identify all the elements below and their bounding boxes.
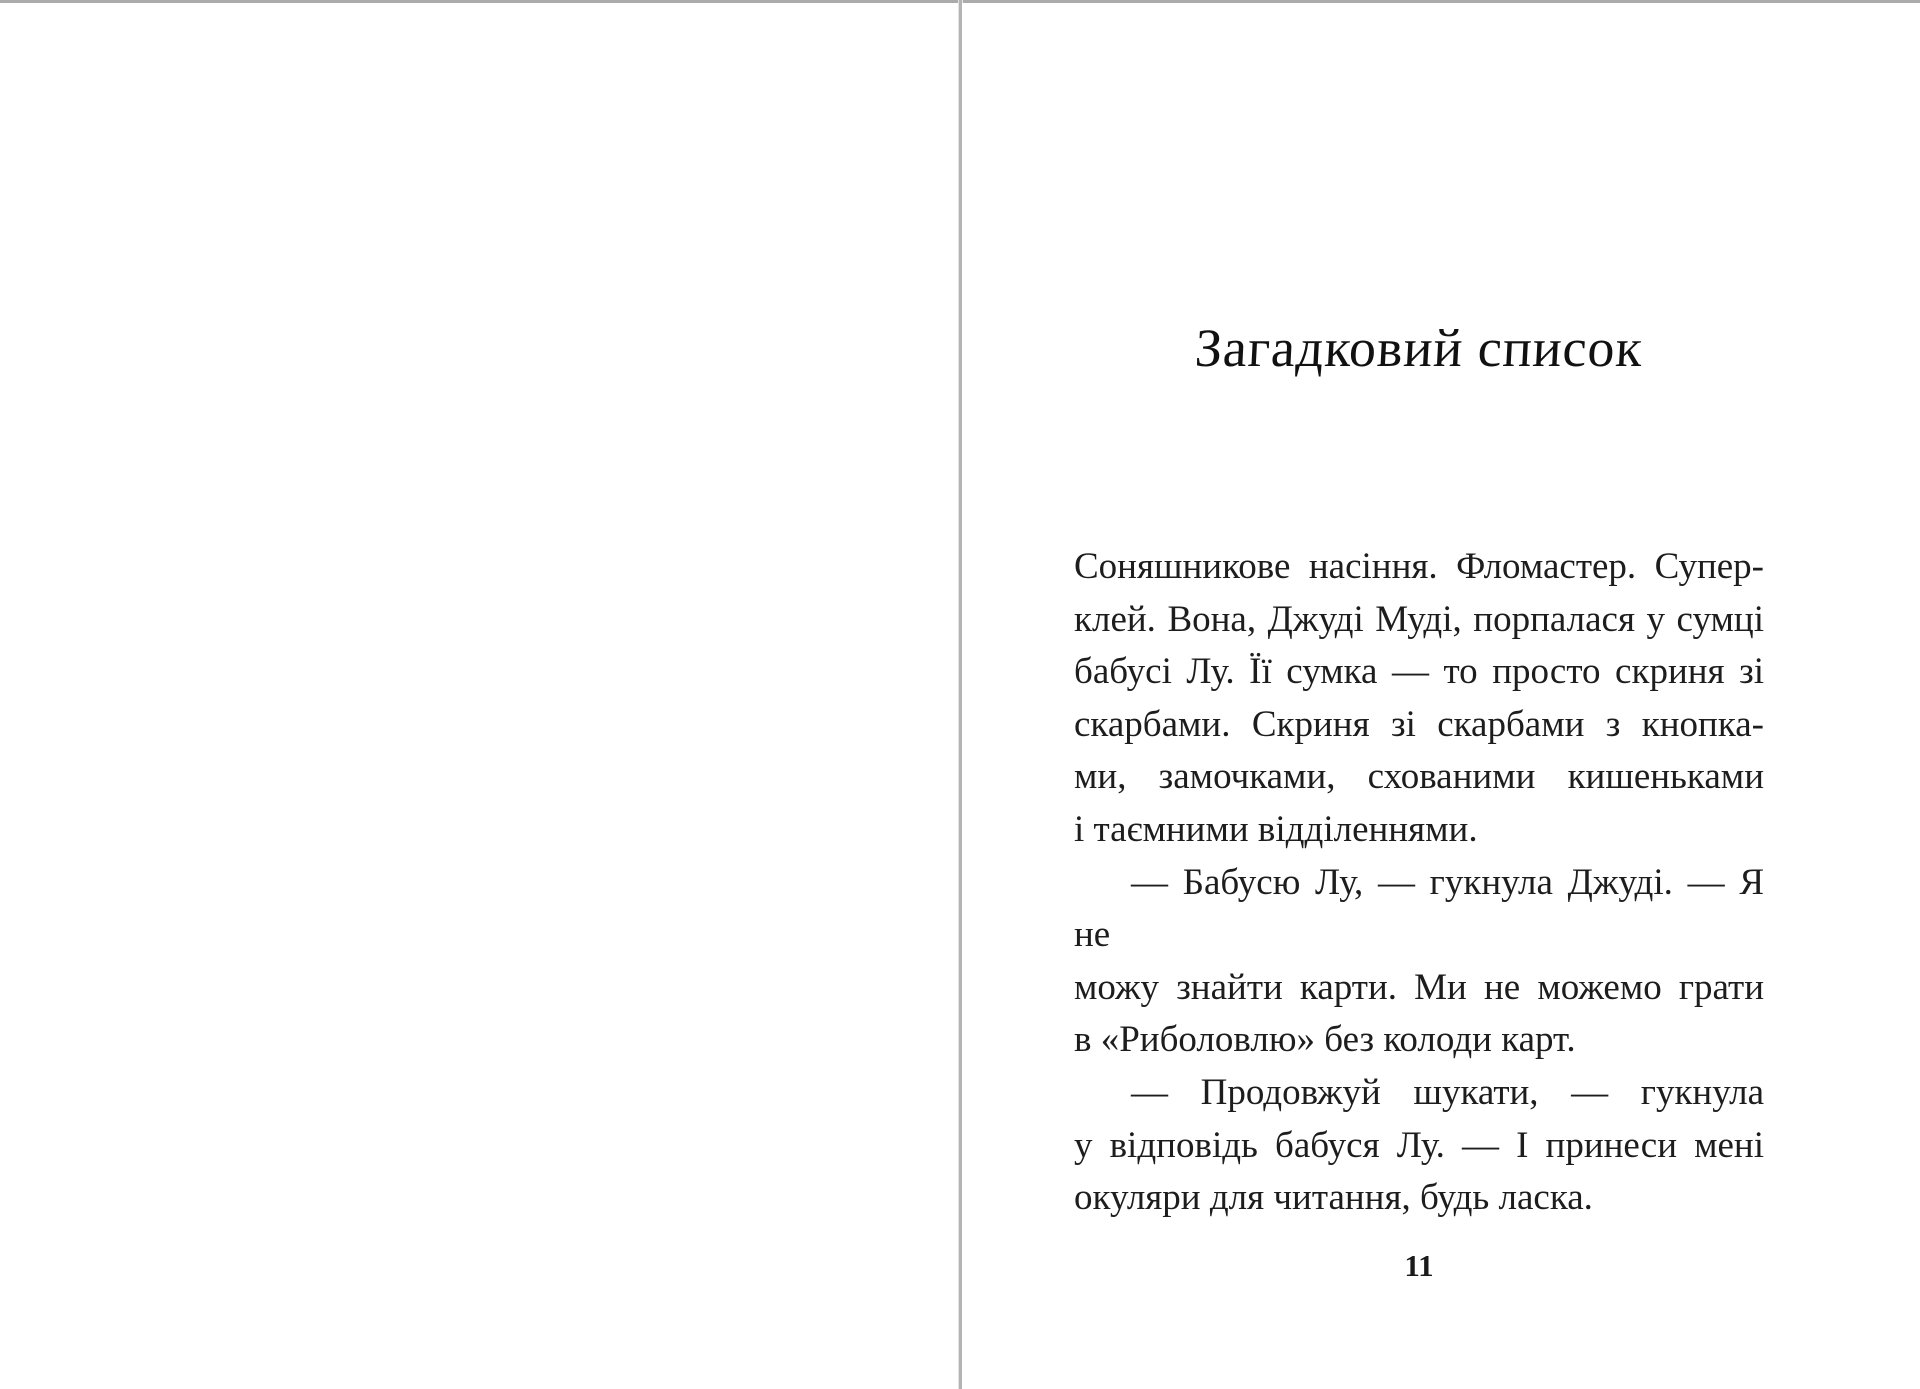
body-text-line: і таємними відділеннями. xyxy=(1074,808,1478,850)
body-text-line: — Бабусю Лу, — гукнула Джуді. — Я не xyxy=(1074,861,1764,956)
body-text-line: в «Риболовлю» без колоди карт. xyxy=(1074,1019,1576,1061)
body-text-line: ми, замочками, схованими кишеньками xyxy=(1074,756,1764,798)
body-text-line: клей. Вона, Джуді Муді, порпалася у сумці xyxy=(1074,598,1764,640)
left-page-blank xyxy=(0,3,959,1389)
right-page-text-column xyxy=(1074,0,1764,1389)
page-number: 11 xyxy=(1404,1248,1434,1283)
body-text-line: Соняшникове насіння. Фломастер. Супер- xyxy=(1074,546,1764,587)
body-text-line: скарбами. Скриня зі скарбами з кнопка- xyxy=(1074,703,1764,745)
chapter-title: Загадковий список xyxy=(1193,318,1645,378)
body-text-line: — Продовжуй шукати, — гукнула xyxy=(1131,1071,1764,1113)
body-text-line: бабусі Лу. Її сумка — то просто скриня зі xyxy=(1074,651,1764,693)
body-text-line: можу знайти карти. Ми не можемо грати xyxy=(1074,966,1764,1008)
body-text-line: окуляри для читання, будь ласка. xyxy=(1074,1177,1593,1219)
body-text-line: у відповідь бабуся Лу. — І принеси мені xyxy=(1074,1124,1764,1166)
body-text-block xyxy=(1074,541,1764,1225)
